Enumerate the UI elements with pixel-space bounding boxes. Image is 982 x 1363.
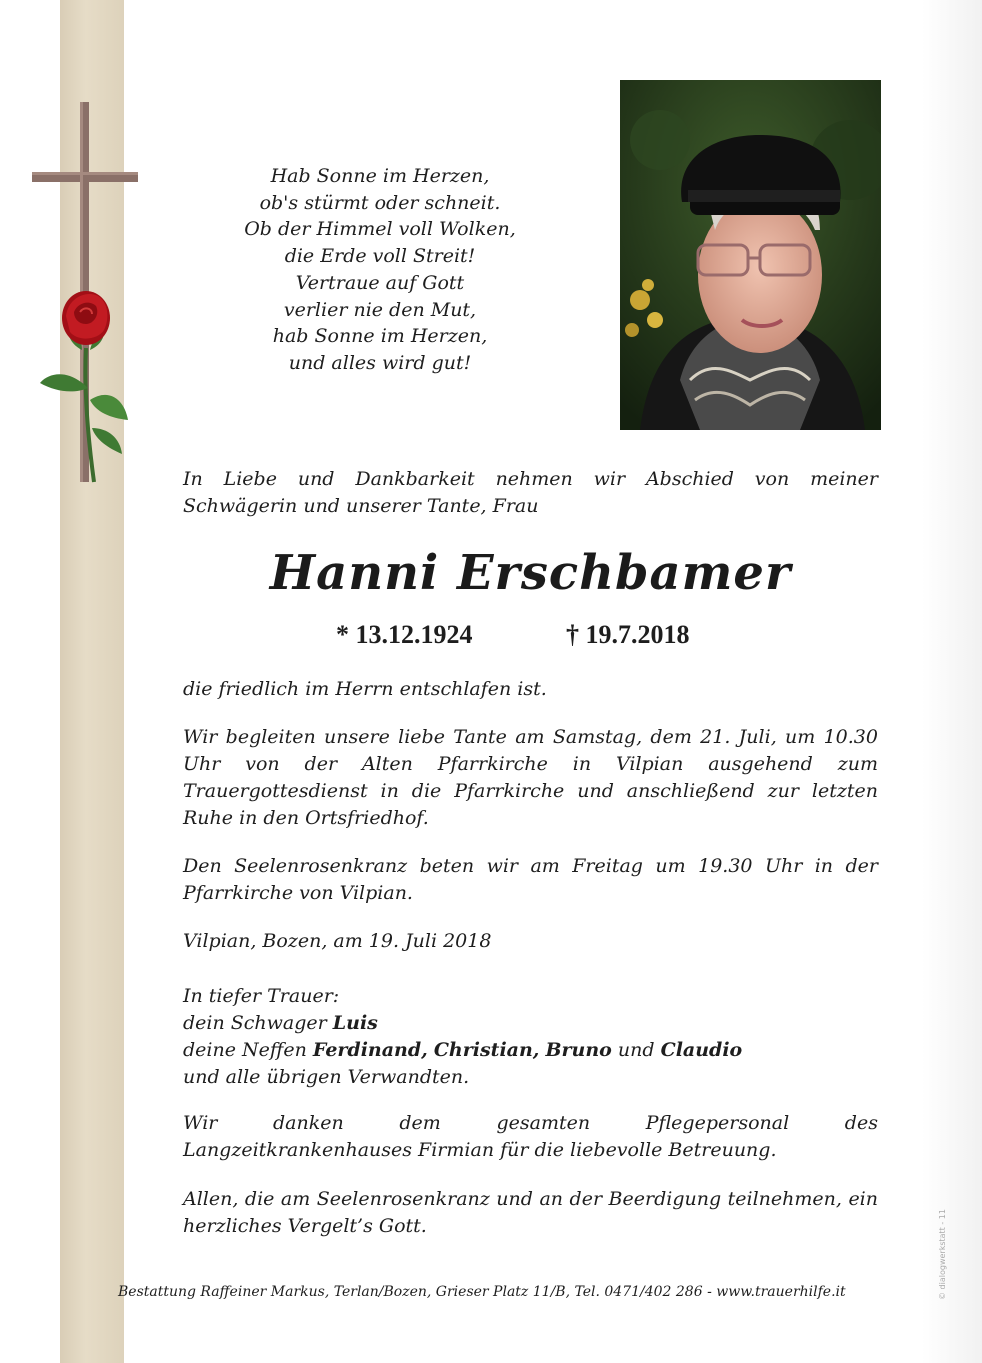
rose-icon <box>38 288 134 484</box>
thanks-line <box>183 1110 878 1137</box>
thanks-word: gesamten <box>496 1112 591 1134</box>
thanks-word: Pflegepersonal <box>645 1112 790 1134</box>
verse-line: die Erde voll Streit! <box>284 245 476 268</box>
verse-line: Hab Sonne im Herzen, <box>270 165 490 187</box>
birth-date: * 13.12.1924 <box>336 620 473 649</box>
mourner-conjunction: und <box>617 1039 655 1061</box>
thanks-word: danken <box>273 1112 344 1134</box>
portrait-photo <box>620 80 881 430</box>
verse-line: hab Sonne im Herzen, <box>272 325 488 348</box>
intro-text: In Liebe und Dankbarkeit nehmen wir Abschied von meiner Schwägerin und unserer Tante, Frau <box>183 468 878 517</box>
mourner-name: Luis <box>332 1012 378 1034</box>
thanks-text <box>183 1110 878 1164</box>
thanks-line: Langzeitkrankenhauses Firmian für die liebevolle Betreuung. <box>183 1139 777 1161</box>
verse <box>190 163 570 377</box>
mourners-relatives: und alle übrigen Verwandten. <box>183 1066 470 1088</box>
mourner-name: Christian, <box>433 1039 540 1061</box>
mourner-name: Bruno <box>545 1039 612 1061</box>
paper-edge <box>922 0 982 1363</box>
mourner-name: Ferdinand, <box>312 1039 428 1061</box>
mourners-block <box>183 983 878 1091</box>
thanks-word: Wir <box>183 1112 218 1134</box>
mourner-prefix: dein Schwager <box>183 1012 327 1034</box>
mourners-nephews <box>183 1037 878 1064</box>
passed-text: die friedlich im Herrn entschlafen ist. <box>183 678 547 700</box>
thanks-word: dem <box>399 1112 441 1134</box>
verse-line: Vertraue auf Gott <box>295 271 465 294</box>
rosary-text: Den Seelenrosenkranz beten wir am Freitag um 19.30 Uhr in der Pfarrkirche von Vilpian. <box>183 855 878 904</box>
thanks-word: des <box>844 1112 878 1134</box>
mourner-prefix: deine Neffen <box>183 1039 307 1061</box>
verse-line: verlier nie den Mut, <box>283 298 477 321</box>
mourner-name: Claudio <box>660 1039 743 1061</box>
mourners-heading: In tiefer Trauer: <box>183 985 340 1007</box>
place-date: Vilpian, Bozen, am 19. Juli 2018 <box>183 930 492 952</box>
funeral-home-footer: Bestattung Raffeiner Markus, Terlan/Bozen, Grieser Platz 11/B, Tel. 0471/402 286 - www.trauerhilfe.it <box>118 1284 846 1300</box>
mourners-brother-in-law <box>183 1010 878 1037</box>
verse-line: ob's stürmt oder schneit. <box>259 191 501 214</box>
verse-line: Ob der Himmel voll Wolken, <box>244 218 516 241</box>
deceased-name: Hanni Erschbamer <box>269 545 792 601</box>
copyright-note: © dialogwerkstatt - 11 <box>938 1209 947 1300</box>
death-date: † 19.7.2018 <box>566 620 690 649</box>
funeral-text: Wir begleiten unsere liebe Tante am Samstag, dem 21. Juli, um 10.30 Uhr von der Alten Pfarrkirche in Vilpian ausgehend zum Trauergottesdienst in die Pfarrkirche und anschließend zur letzten Ruhe in den Ortsfriedhof. <box>183 726 878 829</box>
closing-text: Allen, die am Seelenrosenkranz und an der Beerdigung teilnehmen, ein herzliches Vergelt’s Gott. <box>183 1188 878 1237</box>
verse-line: und alles wird gut! <box>288 351 472 374</box>
